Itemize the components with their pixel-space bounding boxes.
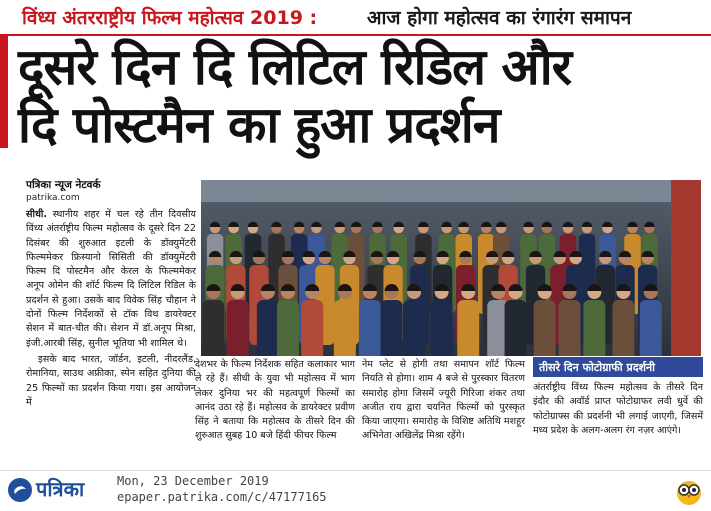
section-header xyxy=(0,0,711,36)
group-photo xyxy=(201,180,701,356)
festival-kicker: विंध्य अंतरराष्ट्रीय फिल्म महोत्सव 2019 : xyxy=(22,7,318,29)
sidebar-title: तीसरे दिन फोटोग्राफी प्रदर्शनी xyxy=(533,357,703,377)
article-paragraph-2: इसके बाद भारत, जॉर्डन, इटली, नीदरलैंड, रोमानिया, साउथ अफ्रीका, स्पेन सहित दुनिया की 25 फिल्मों का प्रदर्शन किया गया। इस आयोजन में xyxy=(26,353,196,408)
article-column-2: देशभर के फिल्म निर्देशक सहित कलाकार भाग ले रहे हैं। सीधी के युवा भी महोत्सव में भाग लेकर दुनिया भर की महत्वपूर्ण फिल्मों का आनंद उठा रहे हैं। महोत्सव के डायरेक्टर प्रवीण सिंह ने बताया कि महोत्सव के तीसरे दिन की शुरुआत सुबह 10 बजे हिंदी फीचर फिल्म xyxy=(195,359,355,442)
subheading-kicker: आज होगा महोत्सव का रंगारंग समापन xyxy=(367,7,632,29)
dateline: सीधी. xyxy=(26,209,47,220)
footer xyxy=(0,470,711,511)
epaper-link[interactable]: epaper.patrika.com/c/47177165 xyxy=(117,490,327,504)
byline-url: patrika.com xyxy=(26,193,80,203)
group-photo-illustration xyxy=(201,180,701,356)
byline-agency: पत्रिका न्यूज नेटवर्क xyxy=(26,179,101,191)
accent-bar xyxy=(0,36,8,148)
brand-name: पत्रिका xyxy=(36,477,85,501)
owl-mascot-icon xyxy=(674,476,704,510)
article-column-1 xyxy=(26,208,196,410)
patrika-logo-icon xyxy=(8,478,32,502)
article-paragraph-1: स्थानीय शहर में चल रहे तीन दिवसीय विंध्य अंतर्राष्ट्रीय फिल्म महोत्सव के दूसरे दिन 22 दिसंबर की शुरुआत इटली के डॉक्युमेंटरी फिल्ममेकर फ्रिस्यानो सिसिती की डॉक्युमेंटरी फिल्म दि पोस्टमैन और केरल के फिल्ममेकर अनूप ओमेन की शॉर्ट फिल्म दि लिटिल रिडिल के प्रदर्शन से हुआ। उसके बाद विवेक सिंह चौहान ने दोनों फिल्म निर्देशकों से टॉक विथ डायरेक्टर सेशन में बात-चीत की। सेशन में डॉ.अनूप मिश्रा, इंजी.आरबी सिंह, सुनील भूतिया भी शामिल थे। xyxy=(26,209,196,349)
headline-line-1: दूसरे दिन दि लिटिल रिडिल और xyxy=(18,38,572,96)
edition-date: Mon, 23 December 2019 xyxy=(117,474,269,488)
sidebar-text: अंतर्राष्ट्रीय विंध्य फिल्म महोत्सव के तीसरे दिन इंदौर की अवॉर्ड प्राप्त फोटोग्राफर लवी धुर्वे की फोटोग्राफ्स की प्रदर्शनी भी लगाई जाएगी, जिसमें मध्य प्रदेश के अलग-अलग रंग नज़र आएंगे। xyxy=(533,382,703,436)
article-column-3: नेम प्लेट से होगी तथा समापन शॉर्ट फिल्म नियति से होगा। शाम 4 बजे से पुरस्कार वितरण समारोह होगा जिसमें ज्यूरी गिरिजा शंकर तथा अजीत राय द्वारा चयनित फिल्मों को पुरस्कृत किया जाएगा। समारोह के विशिष्ट अतिथि मशहूर अभिनेता अखिलेंद्र मिश्रा रहेंगे। xyxy=(362,359,525,442)
headline-line-2: दि पोस्टमैन का हुआ प्रदर्शन xyxy=(18,96,500,154)
